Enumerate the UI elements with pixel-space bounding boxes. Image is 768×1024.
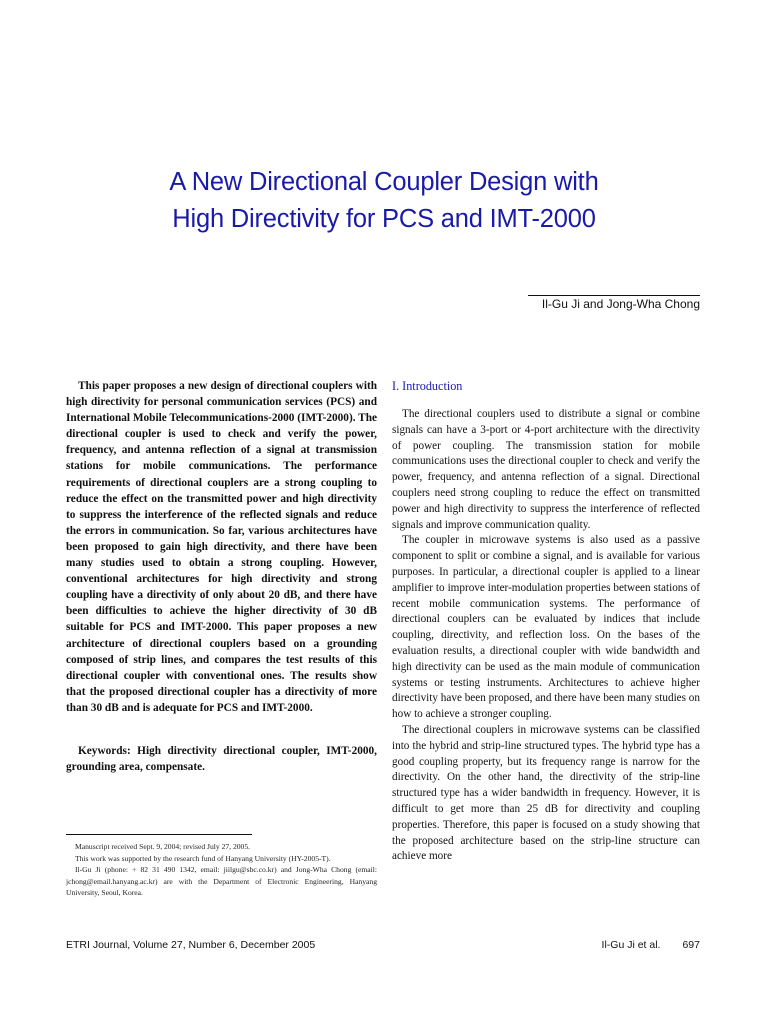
keywords-text: Keywords: High directivity directional coupler, IMT-2000, grounding area, compensate. <box>66 745 377 774</box>
footer-right <box>602 939 700 951</box>
footnote-affiliation: Il-Gu Ji (phone: + 82 31 490 1342, email: jiilgu@sbc.co.kr) and Jong-Wha Chong (email: jchong@email.hanyang.ac.kr) are with the Department of Electronic Engineering, Hanyang University, Seoul, Korea. <box>66 865 377 897</box>
paper-title-line-2: High Directivity for PCS and IMT-2000 <box>172 205 596 233</box>
section-heading: I. Introduction <box>392 379 463 393</box>
intro-paragraph-3: The directional couplers in microwave systems can be classified into the hybrid and strip-line structured types. The hybrid type has a good coupling property, but its frequency range is narrow for the directivity. On the other hand, the directivity of the strip-line structured type has a wider bandwidth in frequency. However, it is difficult to get more than 25 dB for directivity and coupling properties. Therefore, this paper is focused on a study showing that the proposed architecture based on the strip-line structure can achieve more <box>392 723 700 863</box>
footer-journal: ETRI Journal, Volume 27, Number 6, December 2005 <box>66 939 316 951</box>
introduction-body <box>392 407 700 865</box>
footnote-funding: This work was supported by the research fund of Hanyang University (HY-2005-T). <box>75 853 331 863</box>
abstract-text: This paper proposes a new design of directional couplers with high directivity for personal communication services (PCS) and International Mobile Telecommunications-2000 (IMT-2000). The directional coupler is used to check and verify the power, frequency, and antenna reflection of a signal at transmission stations for mobile communications. The performance requirements of directional couplers are a strong coupling to reduce the effect on the transmitted power and high directivity to suppress the interference of the reflected signals and reduce the errors in communication. So far, various architectures have been proposed to gain high directivity, and there have been many studies used to obtain a strong coupling. However, conventional architectures for high directivity and strong coupling have a directivity of only about 20 dB, and there have been difficulties to achieve the higher directivity of 30 dB suitable for PCS and IMT-2000. This paper proposes a new architecture of directional couplers based on a grounding composed of strip lines, and compares the test results of this directional coupler with conventional ones. The results show that the proposed directional coupler has a directivity of more than 30 dB and is adequate for PCS and IMT-2000. <box>66 380 377 714</box>
author-rule <box>528 295 700 296</box>
footnotes <box>66 841 377 899</box>
intro-paragraph-1: The directional couplers used to distribute a signal or combine signals can have a 3-port or 4-port architecture with the directivity of power coupling. The transmission station for mobile communications uses the directional coupler to check and verify the power, frequency, and antenna reflection of a signal. Directional couplers need strong coupling to reduce the effect on transmitted power and high directivity to suppress the interference of reflected signals and improve communication quality. <box>392 408 700 531</box>
page-number: 697 <box>682 939 700 951</box>
paper-title-line-1: A New Directional Coupler Design with <box>169 168 599 196</box>
footnote-rule <box>66 834 252 835</box>
footer-running-author: Il-Gu Ji et al. <box>601 939 661 951</box>
footnote-manuscript: Manuscript received Sept. 9, 2004; revised July 27, 2005. <box>75 842 251 851</box>
author-names: Il-Gu Ji and Jong-Wha Chong <box>541 297 700 311</box>
intro-paragraph-2: The coupler in microwave systems is also used as a passive component to split or combine a signal, and is available for various purposes. In particular, a directional coupler is applied to a linear amplifier to improve inter-modulation properties between stations of recent mobile communication systems. The performance of directional couplers can be evaluated by indices that include coupling, directivity, and reflection loss. On the bases of the evaluation results, a directional coupler with wide bandwidth and high directivity can be used as the main module of communication systems or testing instruments. Architectures to achieve higher directivity have been proposed, and there have been many studies on how to achieve a stronger coupling. <box>392 534 700 721</box>
